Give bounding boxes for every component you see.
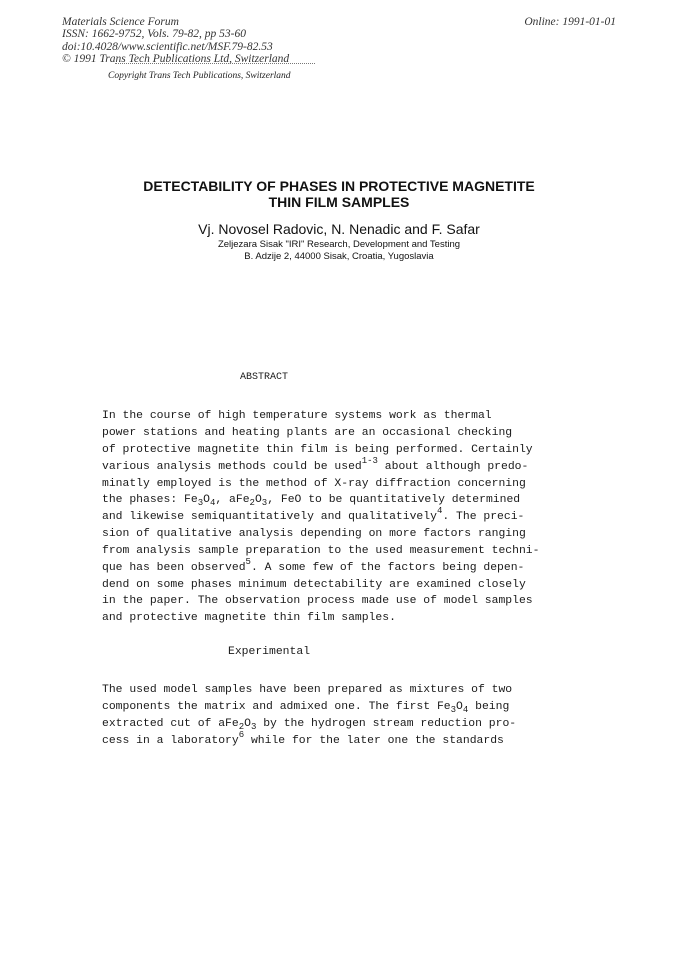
abstract-line: In the course of high temperature systems work as thermal [102,410,492,422]
paper-title-line-2: THIN FILM SAMPLES [268,194,410,210]
issn-line: ISSN: 1662-9752, Vols. 79-82, pp 53-60 [62,28,246,41]
paper-title-line-1: DETECTABILITY OF PHASES IN PROTECTIVE MAGNETITE [143,178,535,194]
affiliation-line-2: B. Adzije 2, 44000 Sisak, Croatia, Yugoslavia [244,250,434,262]
abstract-line: from analysis sample preparation to the used measurement techni- [102,545,540,557]
abstract-line: que has been observed$^5$. A some few of the factors being depen- [102,557,525,574]
abstract-line: the phases: $Fe_3O_4$, $aFe_2O_3$, FeO to be quantitatively determined [102,494,521,508]
experimental-line: components the matrix and admixed one. The first $Fe_3O_4$ being [102,701,510,715]
abstract-line: minatly employed is the method of X-ray diffraction concerning [102,478,526,490]
experimental-line: cess in a laboratory$^6$ while for the later one the standards [102,730,504,747]
abstract-line: in the paper. The observation process made use of model samples [102,595,533,607]
citation-superscript: 6 [238,730,245,740]
publisher-line: © 1991 Trans Tech Publications Ltd, Switzerland [62,52,290,65]
citation-superscript: 5 [245,557,251,567]
experimental-line: extracted cut of $aFe_2O_3$ by the hydrogen stream reduction pro- [102,718,517,732]
faded-header-line [115,63,315,67]
journal-name: Materials Science Forum [62,16,179,28]
abstract-heading: ABSTRACT [240,372,289,383]
authors: Vj. Novosel Radovic, N. Nenadic and F. Safar [198,221,480,237]
online-date: Online: 1991-01-01 [524,16,616,28]
abstract-line: sion of qualitative analysis depending on more factors ranging [102,528,526,540]
abstract-line: and likewise semiquantitatively and qualitatively$^4$. The preci- [102,506,525,523]
abstract-line: power stations and heating plants are an occasional checking [102,427,513,439]
affiliation-line-1: Zeljezara Sisak "IRI" Research, Development and Testing [217,239,461,250]
abstract-line: various analysis methods could be used$^{1-3}$ about although predo- [102,456,529,473]
abstract-line: of protective magnetite thin film is being performed. Certainly [102,444,533,456]
journal-metadata [62,16,289,65]
experimental-line: The used model samples have been prepared as mixtures of two [102,684,513,696]
experimental-heading: Experimental [228,646,311,658]
affiliation [0,239,678,262]
citation-superscript: 1-3 [361,456,378,466]
copyright-notice: Copyright Trans Tech Publications, Switzerland [108,71,291,81]
doi-link[interactable]: doi:10.4028/www.scientific.net/MSF.79-82.53 [62,40,273,53]
abstract-line: dend on some phases minimum detectability are examined closely [102,579,526,591]
abstract-line: and protective magnetite thin film samples. [102,612,396,624]
citation-superscript: 4 [436,506,443,516]
